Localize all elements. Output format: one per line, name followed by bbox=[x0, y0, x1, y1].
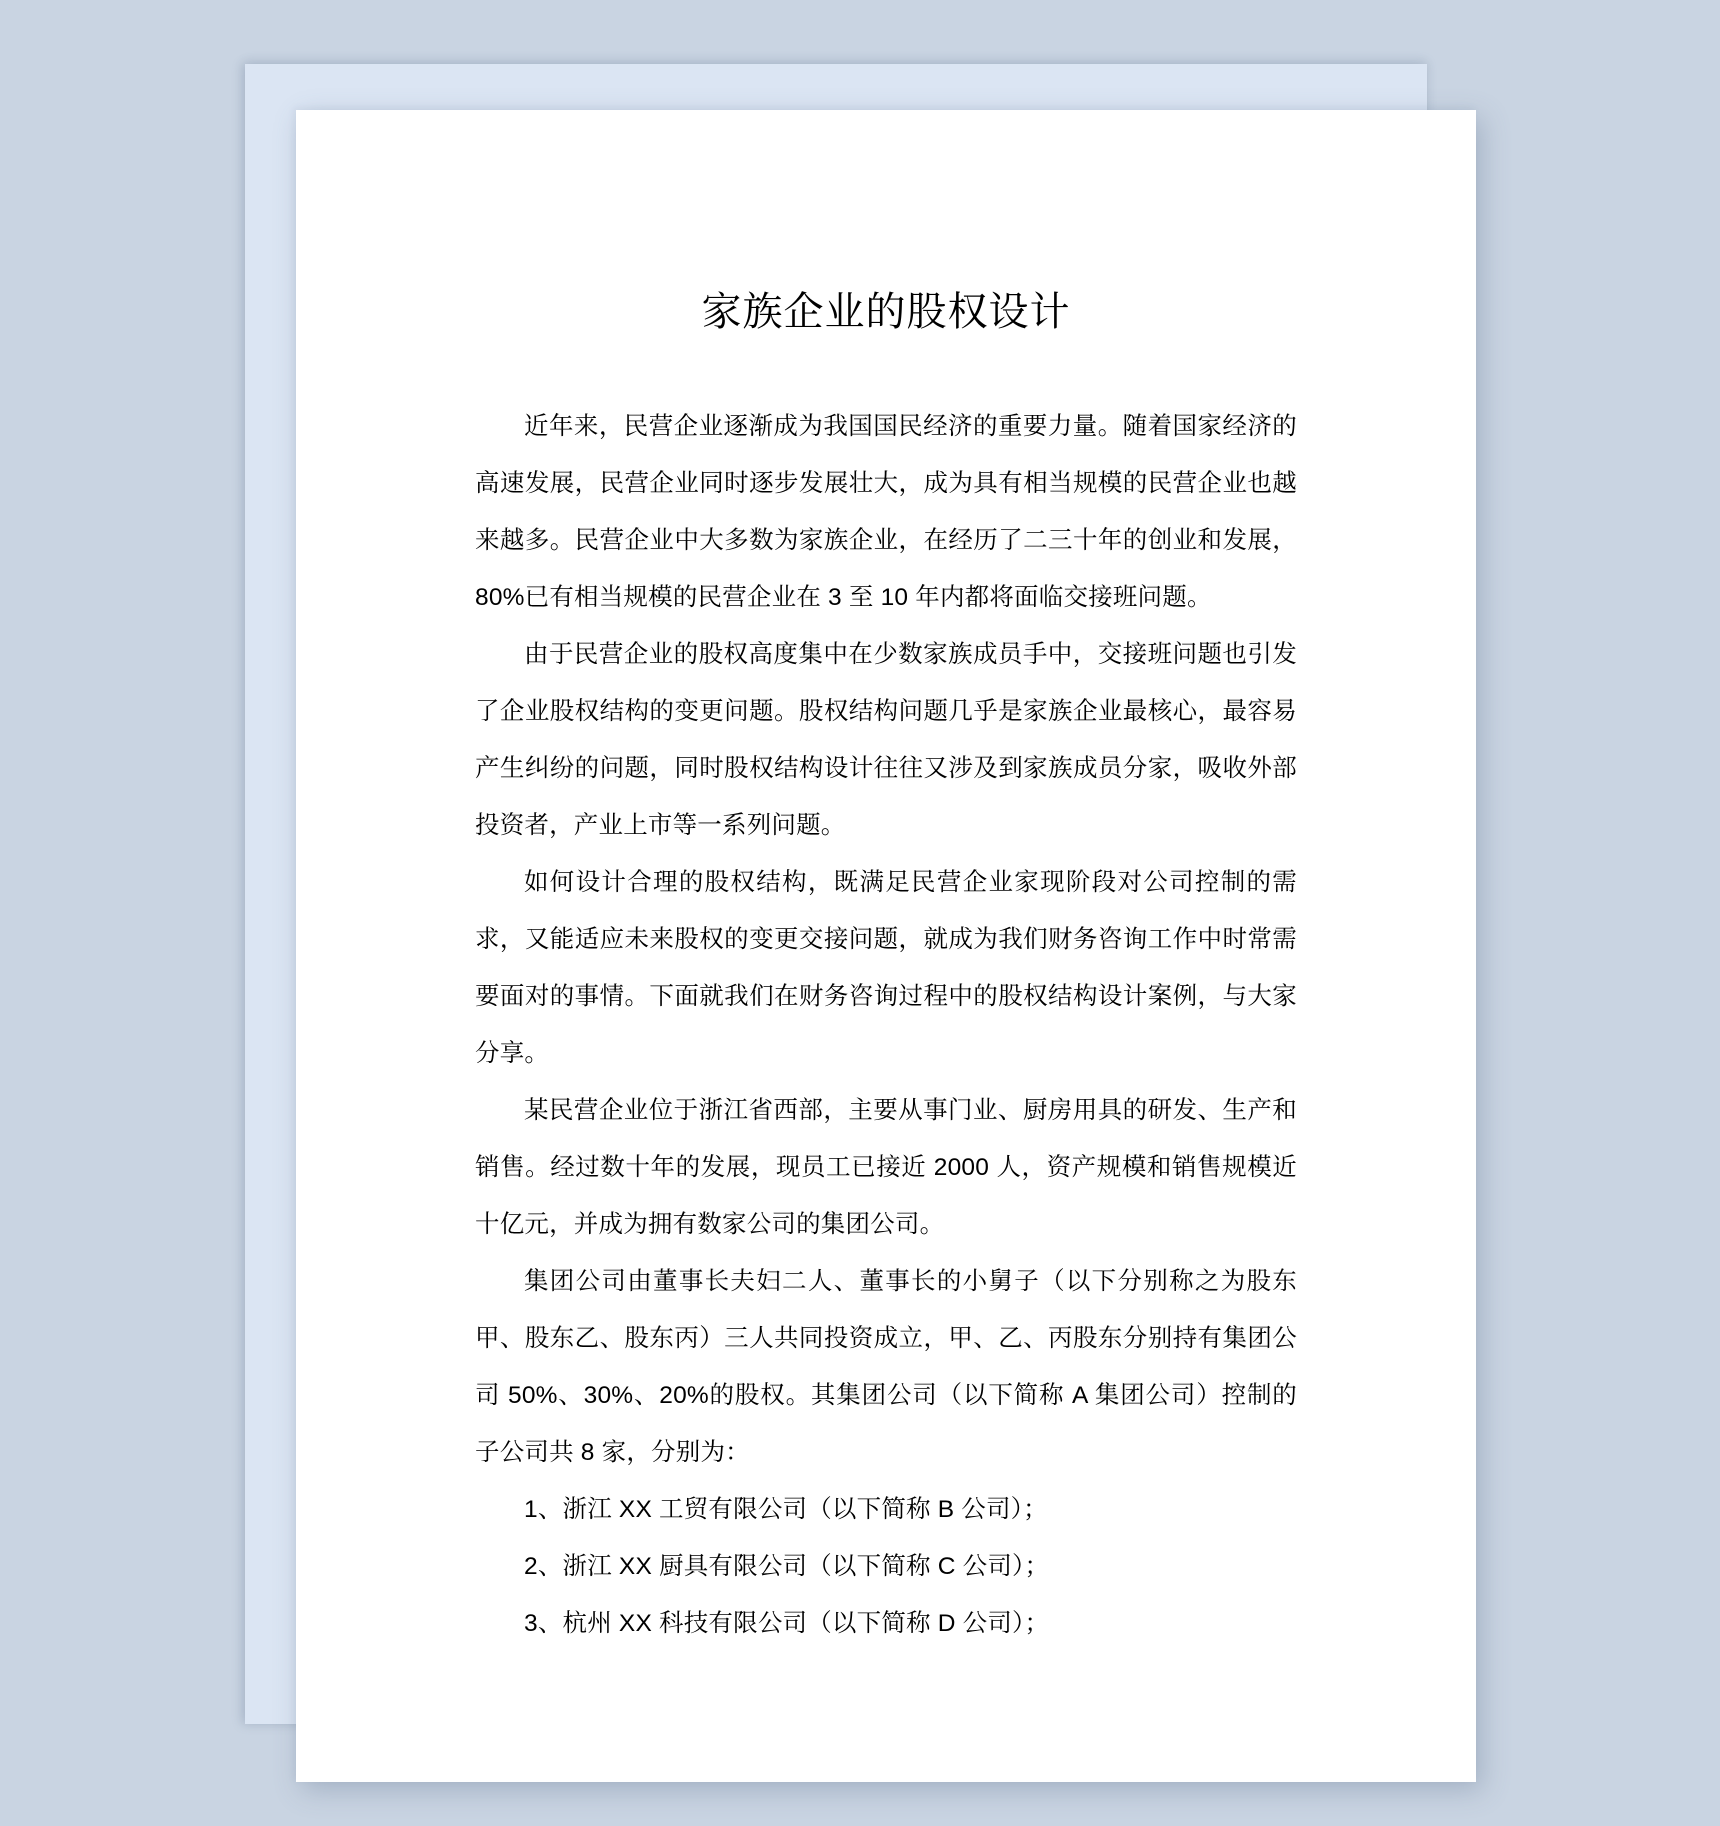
document-page bbox=[296, 110, 1476, 1782]
document-title: 家族企业的股权设计 bbox=[701, 290, 1071, 334]
list-item: 3、杭州 XX 科技有限公司（以下简称 D 公司）； bbox=[524, 1610, 1050, 1637]
page-content-area bbox=[296, 110, 1476, 1782]
paragraph: 如何设计合理的股权结构，既满足民营企业家现阶段对公司控制的需求，又能适应未来股权的变更交接问题，就成为我们财务咨询工作中时常需要面对的事情。下面就我们在财务咨询过程中的股权结构设计案例，与大家分享。 bbox=[475, 869, 1297, 1067]
paragraph: 某民营企业位于浙江省西部，主要从事门业、厨房用具的研发、生产和销售。经过数十年的发展，现员工已接近 2000 人，资产规模和销售规模近十亿元，并成为拥有数家公司的集团公司。 bbox=[475, 1097, 1297, 1238]
list-item: 1、浙江 XX 工贸有限公司（以下简称 B 公司）； bbox=[524, 1496, 1048, 1523]
paragraph: 集团公司由董事长夫妇二人、董事长的小舅子（以下分别称之为股东甲、股东乙、股东丙）三人共同投资成立，甲、乙、丙股东分别持有集团公司 50%、30%、20%的股权。其集团公司（以下简称 A 集团公司）控制的子公司共 8 家，分别为： bbox=[475, 1268, 1297, 1466]
paragraph: 由于民营企业的股权高度集中在少数家族成员手中，交接班问题也引发了企业股权结构的变更问题。股权结构问题几乎是家族企业最核心，最容易产生纠纷的问题，同时股权结构设计往往又涉及到家族成员分家，吸收外部投资者，产业上市等一系列问题。 bbox=[475, 641, 1297, 839]
paragraph: 近年来，民营企业逐渐成为我国国民经济的重要力量。随着国家经济的高速发展，民营企业同时逐步发展壮大，成为具有相当规模的民营企业也越来越多。民营企业中大多数为家族企业，在经历了二三十年的创业和发展，80%已有相当规模的民营企业在 3 至 10 年内都将面临交接班问题。 bbox=[475, 413, 1297, 611]
list-item: 2、浙江 XX 厨具有限公司（以下简称 C 公司）； bbox=[524, 1553, 1050, 1580]
document-body bbox=[475, 336, 1297, 1652]
